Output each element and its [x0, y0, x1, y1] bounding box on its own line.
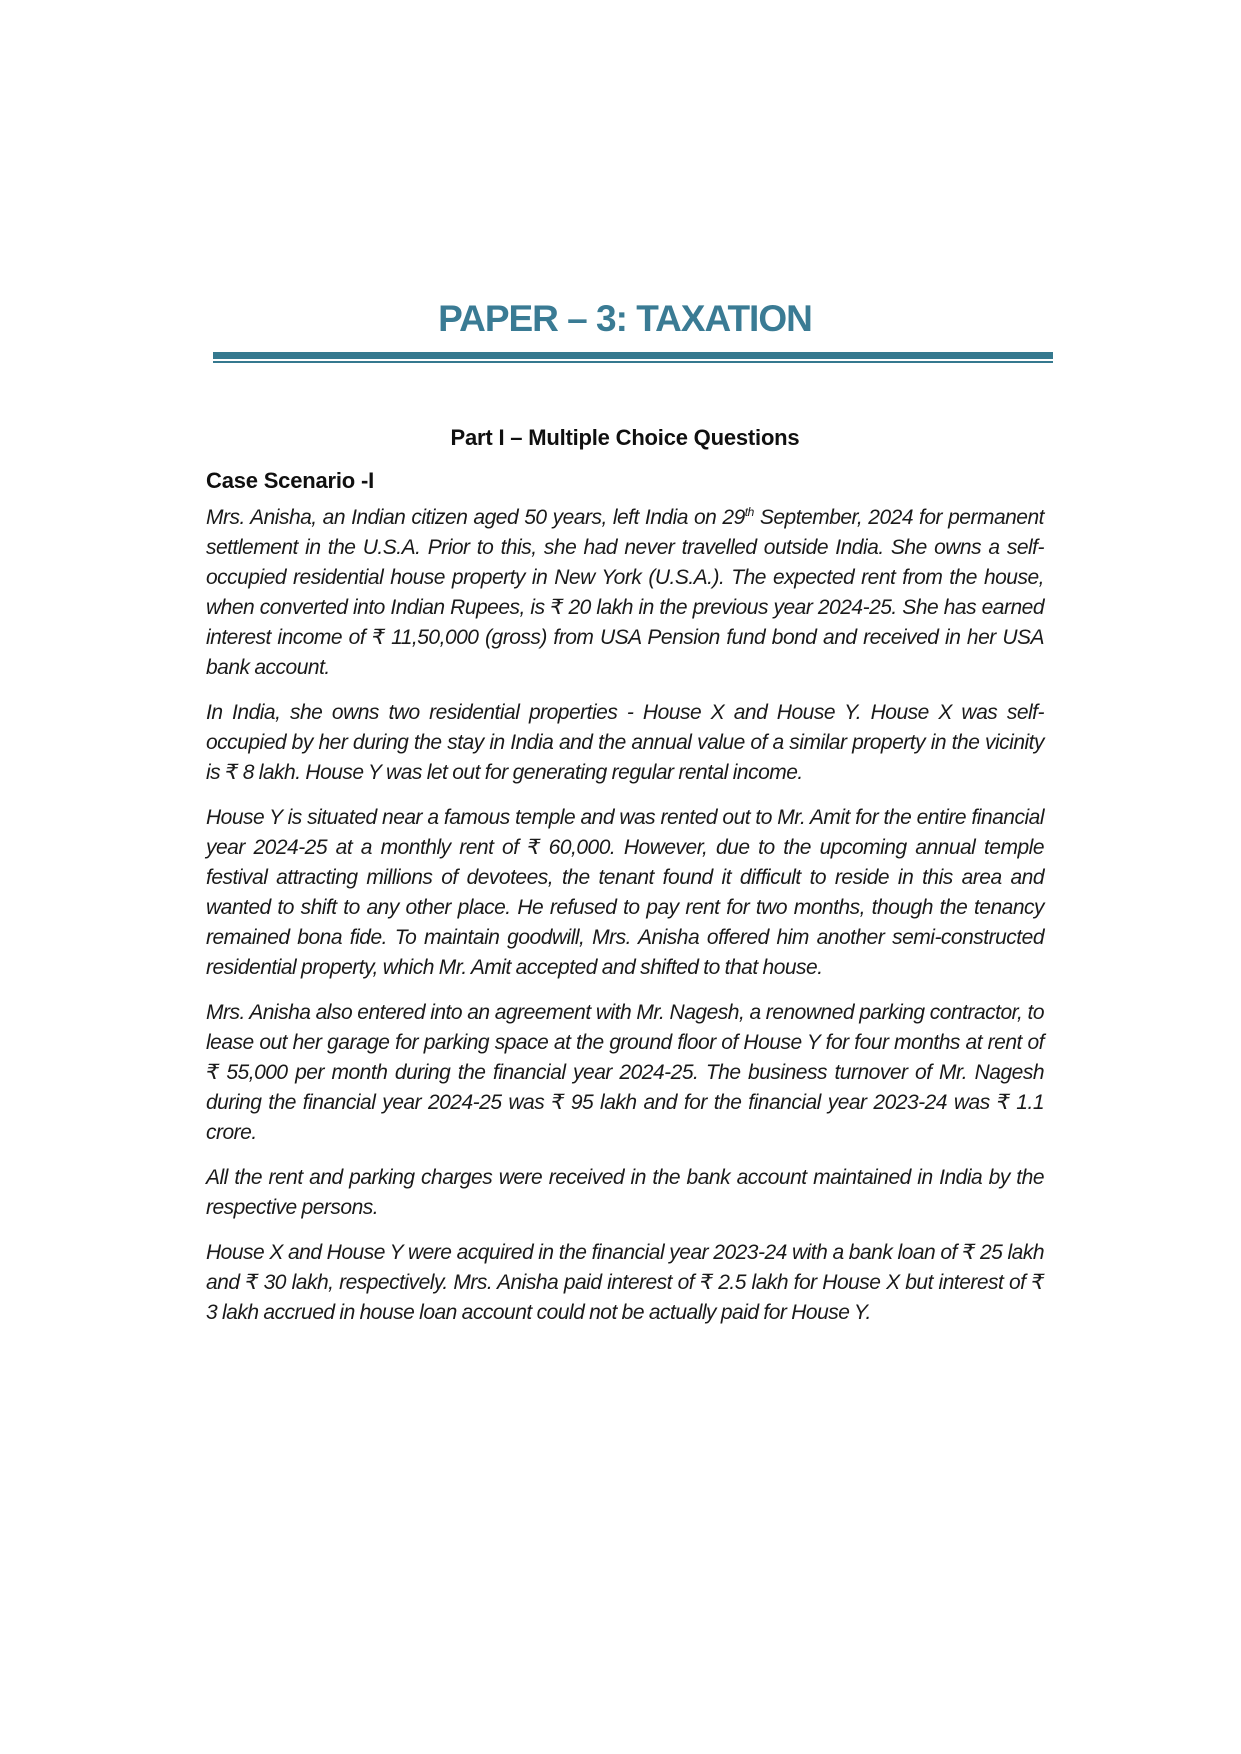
- paragraph-india-properties: In India, she owns two residential properties - House X and House Y. House X was self-occupied by her during the stay in India and the annual value of a similar property in the vicinity is ₹ 8 lakh. House Y was let out for generating regular rental income.: [206, 701, 1044, 784]
- case-scenario-heading: Case Scenario -I: [206, 468, 374, 493]
- paper-title: PAPER – 3: TAXATION: [438, 298, 812, 339]
- title-rule-thick: [213, 352, 1053, 359]
- paragraph-house-loans: House X and House Y were acquired in the financial year 2023-24 with a bank loan of ₹ 25 lakh and ₹ 30 lakh, respectively. Mrs. Anisha paid interest of ₹ 2.5 lakh for House X but interest of ₹ 3 lakh accrued in house loan account could not be actually paid for House Y.: [206, 1241, 1044, 1324]
- paragraph-parking-agreement: Mrs. Anisha also entered into an agreement with Mr. Nagesh, a renowned parking contractor, to lease out her garage for parking space at the ground floor of House Y for four months at rent of ₹ 55,000 per month during the financial year 2024-25. The business turnover of Mr. Nagesh during the financial year 2024-25 was ₹ 95 lakh and for the financial year 2023-24 was ₹ 1.1 crore.: [206, 1001, 1044, 1144]
- paragraph-rent-receipts: All the rent and parking charges were received in the bank account maintained in India by the respective persons.: [206, 1166, 1044, 1219]
- paragraph-intro-residency-text-start: Mrs. Anisha, an Indian citizen aged 50 years, left India on 29: [206, 506, 745, 529]
- case-scenario-body: [206, 503, 1044, 1343]
- paragraph-intro-residency-text-end: September, 2024 for permanent settlement in the U.S.A. Prior to this, she had never travelled outside India. She owns a self-occupied residential house property in New York (U.S.A.). The expected rent from the house, when converted into Indian Rupees, is ₹ 20 lakh in the previous year 2024-25. She has earned interest income of ₹ 11,50,000 (gross) from USA Pension fund bond and received in her USA bank account.: [206, 506, 1044, 679]
- part-heading: Part I – Multiple Choice Questions: [450, 425, 800, 450]
- paragraph-intro-residency: [206, 503, 1044, 683]
- title-rule-thin: [213, 361, 1053, 363]
- content-column: [206, 0, 1044, 1754]
- date-ordinal-superscript: th: [744, 505, 754, 519]
- paragraph-house-y-tenant: House Y is situated near a famous temple and was rented out to Mr. Amit for the entire financial year 2024-25 at a monthly rent of ₹ 60,000. However, due to the upcoming annual temple festival attracting millions of devotees, the tenant found it difficult to reside in this area and wanted to shift to any other place. He refused to pay rent for two months, though the tenancy remained bona fide. To maintain goodwill, Mrs. Anisha offered him another semi-constructed residential property, which Mr. Amit accepted and shifted to that house.: [206, 806, 1044, 979]
